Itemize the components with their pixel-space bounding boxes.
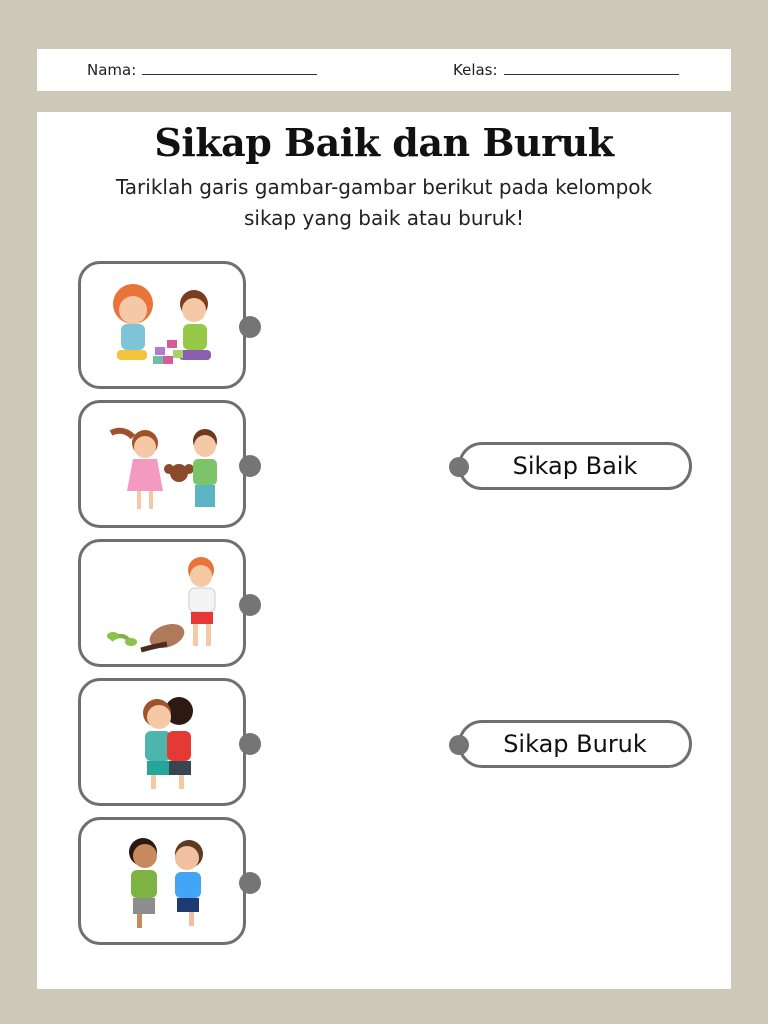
class-label: Kelas: bbox=[453, 61, 498, 79]
picture-card-2 bbox=[78, 400, 246, 528]
good-attitude-target[interactable] bbox=[458, 442, 692, 490]
boy-with-broken-flower-pot-illustration bbox=[81, 542, 243, 664]
name-blank-line[interactable] bbox=[142, 62, 317, 75]
picture-card-3 bbox=[78, 539, 246, 667]
worksheet bbox=[37, 112, 731, 989]
student-info-bar bbox=[37, 49, 731, 91]
children-fighting-illustration bbox=[81, 820, 243, 942]
card-3-connector-dot[interactable] bbox=[239, 594, 261, 616]
class-blank-line[interactable] bbox=[504, 62, 679, 75]
card-5-connector-dot[interactable] bbox=[239, 872, 261, 894]
card-1-connector-dot[interactable] bbox=[239, 316, 261, 338]
name-label: Nama: bbox=[87, 61, 137, 79]
picture-card-4 bbox=[78, 678, 246, 806]
picture-card-5 bbox=[78, 817, 246, 945]
good-attitude-label: Sikap Baik bbox=[512, 452, 638, 480]
children-sharing-toy-blocks-illustration bbox=[81, 264, 243, 386]
card-4-connector-dot[interactable] bbox=[239, 733, 261, 755]
instruction-line-1: Tariklah garis gambar-gambar berikut pada kelompok bbox=[115, 175, 653, 199]
instruction-line-2: sikap yang baik atau buruk! bbox=[243, 206, 525, 230]
bad-attitude-label: Sikap Buruk bbox=[503, 730, 647, 758]
worksheet-instruction bbox=[77, 172, 691, 234]
name-field[interactable] bbox=[87, 61, 317, 79]
children-fighting-over-teddy-bear-illustration bbox=[81, 403, 243, 525]
picture-card-1 bbox=[78, 261, 246, 389]
children-hugging-illustration bbox=[81, 681, 243, 803]
bad-target-connector-dot[interactable] bbox=[449, 735, 469, 755]
class-field[interactable] bbox=[453, 61, 679, 79]
worksheet-title: Sikap Baik dan Buruk bbox=[154, 120, 614, 165]
card-2-connector-dot[interactable] bbox=[239, 455, 261, 477]
bad-attitude-target[interactable] bbox=[458, 720, 692, 768]
good-target-connector-dot[interactable] bbox=[449, 457, 469, 477]
